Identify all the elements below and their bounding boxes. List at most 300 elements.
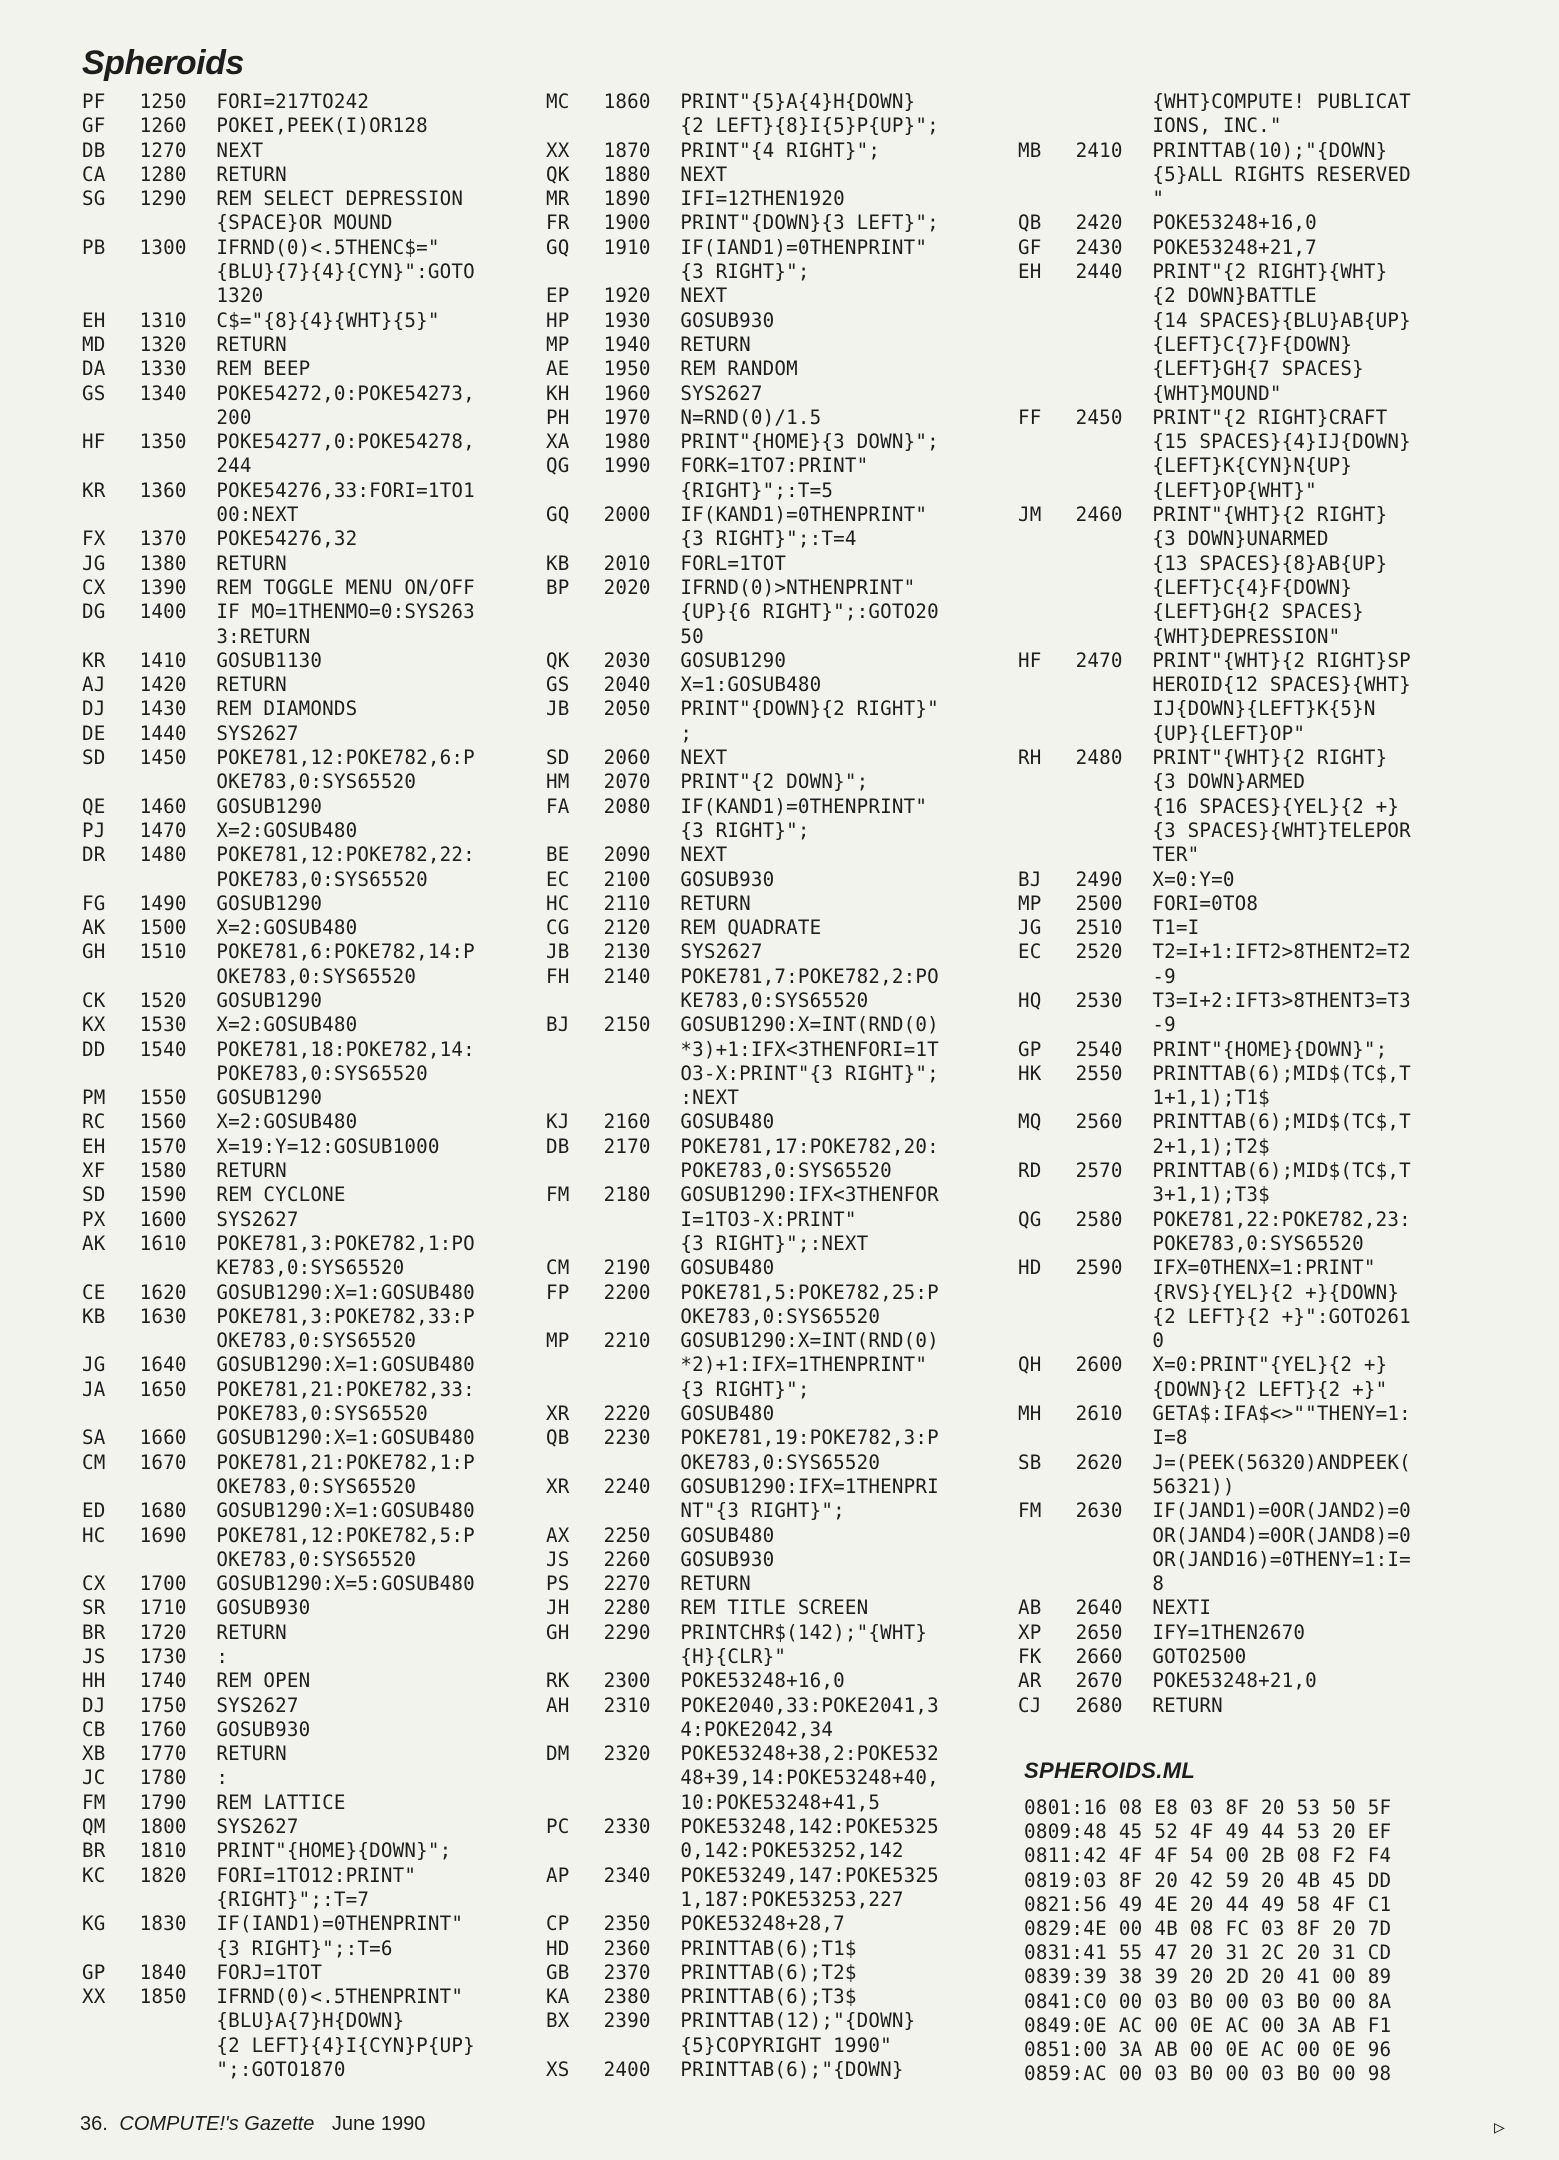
code-line	[546, 697, 1026, 721]
code-line	[82, 1742, 562, 1766]
line-number: 1820	[139, 1863, 187, 1887]
line-number: 2180	[603, 1183, 651, 1207]
checksum: AE	[546, 357, 570, 381]
code-line	[82, 1791, 562, 1815]
line-number: 2200	[603, 1280, 651, 1304]
checksum: KJ	[546, 1110, 570, 1134]
line-number: 1330	[139, 357, 187, 381]
line-number: 2510	[1075, 916, 1123, 940]
code-line	[82, 868, 562, 892]
checksum: XS	[546, 2058, 570, 2082]
basic-statement: {LEFT}OP{WHT}"	[1152, 478, 1317, 502]
line-number: 1990	[603, 454, 651, 478]
basic-statement: {SPACE}OR MOUND	[216, 211, 393, 235]
basic-statement: FORJ=1TOT	[216, 1960, 323, 1984]
checksum: DR	[82, 843, 106, 867]
code-line	[546, 843, 1026, 867]
line-number: 2440	[1075, 260, 1123, 284]
basic-statement: {3 SPACES}{WHT}TELEPOR	[1152, 818, 1411, 842]
code-line	[546, 576, 1026, 600]
basic-statement: POKE53248+21,0	[1152, 1669, 1317, 1693]
code-line	[1018, 211, 1488, 235]
basic-statement: POKE53248+16,0	[680, 1669, 845, 1693]
basic-statement: -9	[1152, 1013, 1176, 1037]
basic-statement: O3-X:PRINT"{3 RIGHT}";	[680, 1061, 939, 1085]
basic-statement: POKE781,18:POKE782,14:	[216, 1037, 475, 1061]
basic-statement: GOSUB930	[680, 308, 775, 332]
basic-statement: NEXT	[680, 162, 728, 186]
basic-statement: OKE783,0:SYS65520	[680, 1304, 881, 1328]
line-number: 1620	[139, 1280, 187, 1304]
code-line	[1018, 649, 1488, 673]
code-line	[546, 722, 1026, 746]
basic-statement: 00:NEXT	[216, 503, 299, 527]
basic-statement: IF(IAND1)=0THENPRINT"	[680, 235, 928, 259]
basic-statement: PRINTTAB(12);"{DOWN}	[680, 2009, 916, 2033]
basic-statement: GOSUB1290:X=1:GOSUB480	[216, 1280, 475, 1304]
basic-statement: N=RND(0)/1.5	[680, 405, 822, 429]
basic-statement: RETURN	[1152, 1693, 1223, 1717]
line-number: 2680	[1075, 1693, 1123, 1717]
code-line	[82, 1329, 562, 1353]
code-line	[546, 1912, 1026, 1936]
basic-statement: PRINT"{HOME}{DOWN}";	[216, 1839, 452, 1863]
code-line	[82, 1062, 562, 1086]
code-line	[546, 1402, 1026, 1426]
code-line	[1018, 795, 1488, 819]
code-line	[82, 770, 562, 794]
line-number: 1440	[139, 721, 187, 745]
basic-statement: KE783,0:SYS65520	[680, 988, 869, 1012]
line-number: 2400	[603, 2058, 651, 2082]
hex-line: 0821:56 49 4E 20 44 49 58 4F C1	[1024, 1892, 1392, 1916]
basic-statement: PRINTTAB(6);T3$	[680, 1985, 857, 2009]
checksum: SA	[82, 1426, 106, 1450]
code-line	[546, 746, 1026, 770]
basic-statement: {BLU}{7}{4}{CYN}":GOTO	[216, 260, 475, 284]
basic-statement: {5}COPYRIGHT 1990"	[680, 2033, 892, 2057]
code-line	[82, 1864, 562, 1888]
basic-statement: {RVS}{YEL}{2 +}{DOWN}	[1152, 1280, 1400, 1304]
code-line	[546, 673, 1026, 697]
basic-statement: POKE781,7:POKE782,2:PO	[680, 964, 939, 988]
line-number: 1860	[603, 90, 651, 113]
code-line	[546, 406, 1026, 430]
code-line	[546, 1475, 1026, 1499]
code-line	[546, 1669, 1026, 1693]
basic-statement: POKE2040,33:POKE2041,3	[680, 1693, 939, 1717]
line-number: 1880	[603, 162, 651, 186]
basic-statement: 1,187:POKE53253,227	[680, 1887, 904, 1911]
checksum: QK	[546, 162, 570, 186]
line-number: 2290	[603, 1620, 651, 1644]
checksum: BJ	[1018, 867, 1042, 891]
line-number: 2190	[603, 1256, 651, 1280]
basic-statement: OR(JAND4)=0OR(JAND8)=0	[1152, 1523, 1411, 1547]
basic-statement: PRINT"{4 RIGHT}";	[680, 138, 881, 162]
line-number: 1270	[139, 138, 187, 162]
checksum: EC	[1018, 940, 1042, 964]
code-line	[1018, 1499, 1488, 1523]
checksum: QH	[1018, 1353, 1042, 1377]
line-number: 2420	[1075, 211, 1123, 235]
basic-statement: POKE781,12:POKE782,5:P	[216, 1523, 475, 1547]
code-line	[82, 916, 562, 940]
issue-date: June 1990	[331, 2113, 426, 2135]
code-line	[1018, 940, 1488, 964]
continued-arrow-icon: ▷	[1494, 2117, 1505, 2138]
code-line	[1018, 1208, 1488, 1232]
basic-statement: *3)+1:IFX<3THENFORI=1T	[680, 1037, 939, 1061]
basic-statement: PRINT"{DOWN}{2 RIGHT}"	[680, 697, 939, 721]
code-line	[1018, 139, 1488, 163]
line-number: 2470	[1075, 648, 1123, 672]
code-line	[82, 1183, 562, 1207]
code-line	[82, 1135, 562, 1159]
code-line	[82, 1426, 562, 1450]
line-number: 2260	[603, 1547, 651, 1571]
checksum: DB	[546, 1134, 570, 1158]
basic-statement: REM DIAMONDS	[216, 697, 358, 721]
basic-statement: POKE781,12:POKE782,22:	[216, 843, 475, 867]
line-number: 1470	[139, 818, 187, 842]
basic-statement: {3 DOWN}ARMED	[1152, 770, 1306, 794]
basic-statement: POKE783,0:SYS65520	[216, 867, 428, 891]
basic-statement: POKE781,6:POKE782,14:P	[216, 940, 475, 964]
basic-statement: GOSUB930	[680, 1547, 775, 1571]
code-line	[1018, 90, 1488, 114]
basic-statement: X=2:GOSUB480	[216, 1013, 358, 1037]
basic-statement: SYS2627	[680, 940, 763, 964]
basic-statement: POKE781,3:POKE782,1:PO	[216, 1231, 475, 1255]
line-number: 1870	[603, 138, 651, 162]
line-number: 2610	[1075, 1402, 1123, 1426]
basic-statement: IFY=1THEN2670	[1152, 1620, 1306, 1644]
code-line	[1018, 187, 1488, 211]
code-line	[546, 357, 1026, 381]
line-number: 2140	[603, 964, 651, 988]
basic-statement: PRINT"{2 RIGHT}{WHT}	[1152, 260, 1388, 284]
checksum: DD	[82, 1037, 106, 1061]
checksum: KR	[82, 648, 106, 672]
basic-statement: IF(KAND1)=0THENPRINT"	[680, 794, 928, 818]
checksum: GF	[82, 114, 106, 138]
line-number: 2020	[603, 575, 651, 599]
basic-statement: PRINT"{HOME}{3 DOWN}";	[680, 430, 939, 454]
basic-statement: IF(IAND1)=0THENPRINT"	[216, 1912, 464, 1936]
basic-statement: TER"	[1152, 843, 1200, 867]
checksum: XB	[82, 1742, 106, 1766]
basic-statement: 1+1,1);T1$	[1152, 1086, 1270, 1110]
basic-statement: {H}{CLR}"	[680, 1645, 787, 1668]
code-line	[546, 211, 1026, 235]
listing-column-3	[1018, 90, 1488, 1718]
checksum: AH	[546, 1693, 570, 1717]
checksum: DA	[82, 357, 106, 381]
code-line	[1018, 333, 1488, 357]
code-line	[1018, 1475, 1488, 1499]
checksum: QB	[1018, 211, 1042, 235]
basic-statement: FORL=1TOT	[680, 551, 787, 575]
code-line	[82, 527, 562, 551]
basic-statement: RETURN	[216, 673, 287, 697]
code-line	[546, 1694, 1026, 1718]
line-number: 1920	[603, 284, 651, 308]
checksum: FH	[546, 964, 570, 988]
basic-statement: REM TOGGLE MENU ON/OFF	[216, 575, 475, 599]
code-line	[82, 90, 562, 114]
code-line	[1018, 406, 1488, 430]
checksum: JB	[546, 940, 570, 964]
line-number: 2240	[603, 1474, 651, 1498]
code-line	[546, 819, 1026, 843]
line-number: 1390	[139, 575, 187, 599]
code-line	[546, 1937, 1026, 1961]
code-line	[82, 1402, 562, 1426]
code-line	[546, 965, 1026, 989]
checksum: JA	[82, 1377, 106, 1401]
basic-statement: POKEI,PEEK(I)OR128	[216, 114, 428, 138]
code-line	[546, 1353, 1026, 1377]
line-number: 2160	[603, 1110, 651, 1134]
basic-statement: {16 SPACES}{YEL}{2 +}	[1152, 794, 1400, 818]
code-line	[546, 503, 1026, 527]
hex-line: 0839:39 38 39 20 2D 20 41 00 89	[1024, 1965, 1392, 1989]
code-line	[1018, 770, 1488, 794]
basic-statement: GOSUB1290	[216, 988, 323, 1012]
basic-statement: {15 SPACES}{4}IJ{DOWN}	[1152, 430, 1411, 454]
checksum: DE	[82, 721, 106, 745]
line-number: 1600	[139, 1207, 187, 1231]
line-number: 2050	[603, 697, 651, 721]
basic-statement: {LEFT}GH{7 SPACES}	[1152, 357, 1364, 381]
basic-statement: {3 RIGHT}";	[680, 818, 810, 842]
checksum: HD	[1018, 1256, 1042, 1280]
hex-line: 0849:0E AC 00 0E AC 00 3A AB F1	[1024, 2013, 1392, 2037]
line-number: 2570	[1075, 1159, 1123, 1183]
checksum: DJ	[82, 1693, 106, 1717]
basic-statement: *2)+1:IFX=1THENPRINT"	[680, 1353, 928, 1377]
code-line	[546, 1426, 1026, 1450]
line-number: 2080	[603, 794, 651, 818]
checksum: HQ	[1018, 988, 1042, 1012]
checksum: MP	[546, 1329, 570, 1353]
basic-statement: J=(PEEK(56320)ANDPEEK(	[1152, 1450, 1411, 1474]
line-number: 1320	[139, 332, 187, 356]
code-line	[1018, 1281, 1488, 1305]
basic-statement: HEROID{12 SPACES}{WHT}	[1152, 673, 1411, 697]
checksum: SD	[82, 1183, 106, 1207]
line-number: 1670	[139, 1450, 187, 1474]
basic-statement: GOSUB1290	[216, 794, 323, 818]
line-number: 1930	[603, 308, 651, 332]
line-number: 2010	[603, 551, 651, 575]
checksum: KG	[82, 1912, 106, 1936]
basic-statement: 8	[1152, 1572, 1165, 1596]
basic-statement: PRINTTAB(6);MID$(TC$,T	[1152, 1159, 1411, 1183]
basic-statement: X=1:GOSUB480	[680, 673, 822, 697]
line-number: 2310	[603, 1693, 651, 1717]
code-line	[82, 843, 562, 867]
checksum: CB	[82, 1717, 106, 1741]
code-line	[546, 1086, 1026, 1110]
line-number: 2620	[1075, 1450, 1123, 1474]
basic-statement: REM QUADRATE	[680, 916, 822, 940]
code-line	[1018, 479, 1488, 503]
checksum: EH	[82, 308, 106, 332]
checksum: BE	[546, 843, 570, 867]
line-number: 2500	[1075, 891, 1123, 915]
basic-statement: GOSUB1130	[216, 648, 323, 672]
basic-statement: IJ{DOWN}{LEFT}K{5}N	[1152, 697, 1376, 721]
code-line	[546, 114, 1026, 138]
code-line	[1018, 454, 1488, 478]
checksum: MD	[82, 332, 106, 356]
code-line	[1018, 1426, 1488, 1450]
checksum: CK	[82, 988, 106, 1012]
code-line	[82, 503, 562, 527]
code-line	[546, 139, 1026, 163]
checksum: AK	[82, 1231, 106, 1255]
code-line	[1018, 357, 1488, 381]
checksum: BR	[82, 1620, 106, 1644]
checksum: GB	[546, 1960, 570, 1984]
line-number: 1500	[139, 916, 187, 940]
basic-statement: IFRND(0)>NTHENPRINT"	[680, 575, 916, 599]
checksum: HF	[1018, 648, 1042, 672]
code-line	[546, 1791, 1026, 1815]
basic-statement: FORI=1TO12:PRINT"	[216, 1863, 417, 1887]
line-number: 1680	[139, 1499, 187, 1523]
code-line	[546, 1135, 1026, 1159]
basic-statement: OKE783,0:SYS65520	[216, 1329, 417, 1353]
code-line	[82, 357, 562, 381]
code-line	[546, 454, 1026, 478]
basic-statement: POKE783,0:SYS65520	[216, 1402, 428, 1426]
code-line	[82, 2058, 562, 2082]
basic-statement: -9	[1152, 964, 1176, 988]
basic-statement: X=0:PRINT"{YEL}{2 +}	[1152, 1353, 1388, 1377]
basic-statement: NT"{3 RIGHT}";	[680, 1499, 845, 1523]
line-number: 1660	[139, 1426, 187, 1450]
checksum: MB	[1018, 138, 1042, 162]
basic-statement: PRINT"{2 RIGHT}CRAFT	[1152, 405, 1388, 429]
checksum: GS	[82, 381, 106, 405]
checksum: AR	[1018, 1669, 1042, 1693]
line-number: 1560	[139, 1110, 187, 1134]
checksum: BX	[546, 2009, 570, 2033]
code-line	[82, 1961, 562, 1985]
basic-statement: POKE53248+21,7	[1152, 235, 1317, 259]
code-line	[82, 989, 562, 1013]
code-line	[82, 211, 562, 235]
code-line	[82, 940, 562, 964]
line-number: 1650	[139, 1377, 187, 1401]
code-line	[82, 1766, 562, 1790]
code-line	[82, 1499, 562, 1523]
basic-statement: PRINT"{WHT}{2 RIGHT}	[1152, 746, 1388, 770]
code-line	[546, 1645, 1026, 1669]
basic-statement: GOSUB1290:X=1:GOSUB480	[216, 1353, 475, 1377]
code-line	[82, 1937, 562, 1961]
line-number: 2230	[603, 1426, 651, 1450]
checksum: JM	[1018, 503, 1042, 527]
basic-statement: NEXT	[680, 284, 728, 308]
checksum: MH	[1018, 1402, 1042, 1426]
basic-statement: X=2:GOSUB480	[216, 1110, 358, 1134]
hex-line: 0841:C0 00 03 B0 00 03 B0 00 8A	[1024, 1989, 1392, 2013]
code-line	[1018, 1572, 1488, 1596]
code-line	[1018, 1038, 1488, 1062]
code-line	[1018, 1669, 1488, 1693]
basic-statement: :	[216, 1766, 229, 1790]
code-line	[546, 1815, 1026, 1839]
code-line	[82, 163, 562, 187]
checksum: CE	[82, 1280, 106, 1304]
code-line	[82, 479, 562, 503]
line-number: 1410	[139, 648, 187, 672]
checksum: PM	[82, 1086, 106, 1110]
code-line	[546, 989, 1026, 1013]
basic-statement: {RIGHT}";:T=7	[216, 1887, 370, 1911]
line-number: 2030	[603, 648, 651, 672]
code-line	[82, 892, 562, 916]
line-number: 1700	[139, 1572, 187, 1596]
basic-statement: 244	[216, 454, 252, 478]
checksum: CX	[82, 1572, 106, 1596]
code-line	[82, 1110, 562, 1134]
basic-statement: T3=I+2:IFT3>8THENT3=T3	[1152, 988, 1411, 1012]
basic-statement: I=8	[1152, 1426, 1188, 1450]
code-line	[1018, 965, 1488, 989]
code-line	[1018, 1183, 1488, 1207]
basic-statement: REM RANDOM	[680, 357, 798, 381]
checksum: MP	[1018, 891, 1042, 915]
basic-statement: POKE781,5:POKE782,25:P	[680, 1280, 939, 1304]
code-line	[546, 163, 1026, 187]
checksum: HD	[546, 1936, 570, 1960]
code-line	[82, 1669, 562, 1693]
basic-statement: {LEFT}K{CYN}N{UP}	[1152, 454, 1353, 478]
checksum: GQ	[546, 503, 570, 527]
checksum: CA	[82, 162, 106, 186]
checksum: GP	[1018, 1037, 1042, 1061]
code-line	[1018, 503, 1488, 527]
line-number: 2390	[603, 2009, 651, 2033]
basic-statement: GOTO2500	[1152, 1645, 1247, 1668]
code-line	[546, 916, 1026, 940]
basic-statement: POKE781,12:POKE782,6:P	[216, 746, 475, 770]
line-number: 2120	[603, 916, 651, 940]
basic-statement: PRINT"{HOME}{DOWN}";	[1152, 1037, 1388, 1061]
basic-statement: POKE781,19:POKE782,3:P	[680, 1426, 939, 1450]
basic-statement: {2 LEFT}{2 +}":GOTO261	[1152, 1304, 1411, 1328]
ml-listing-title: SPHEROIDS.ML	[1024, 1758, 1196, 1783]
line-number: 2210	[603, 1329, 651, 1353]
basic-statement: {2 LEFT}{4}I{CYN}P{UP}	[216, 2033, 475, 2057]
code-line	[82, 1524, 562, 1548]
basic-statement: SYS2627	[216, 721, 299, 745]
code-line	[82, 625, 562, 649]
code-line	[546, 1839, 1026, 1863]
line-number: 2270	[603, 1572, 651, 1596]
code-line	[82, 236, 562, 260]
code-line	[82, 1839, 562, 1863]
checksum: XP	[1018, 1620, 1042, 1644]
checksum: ED	[82, 1499, 106, 1523]
line-number: 1780	[139, 1766, 187, 1790]
code-line	[546, 1232, 1026, 1256]
